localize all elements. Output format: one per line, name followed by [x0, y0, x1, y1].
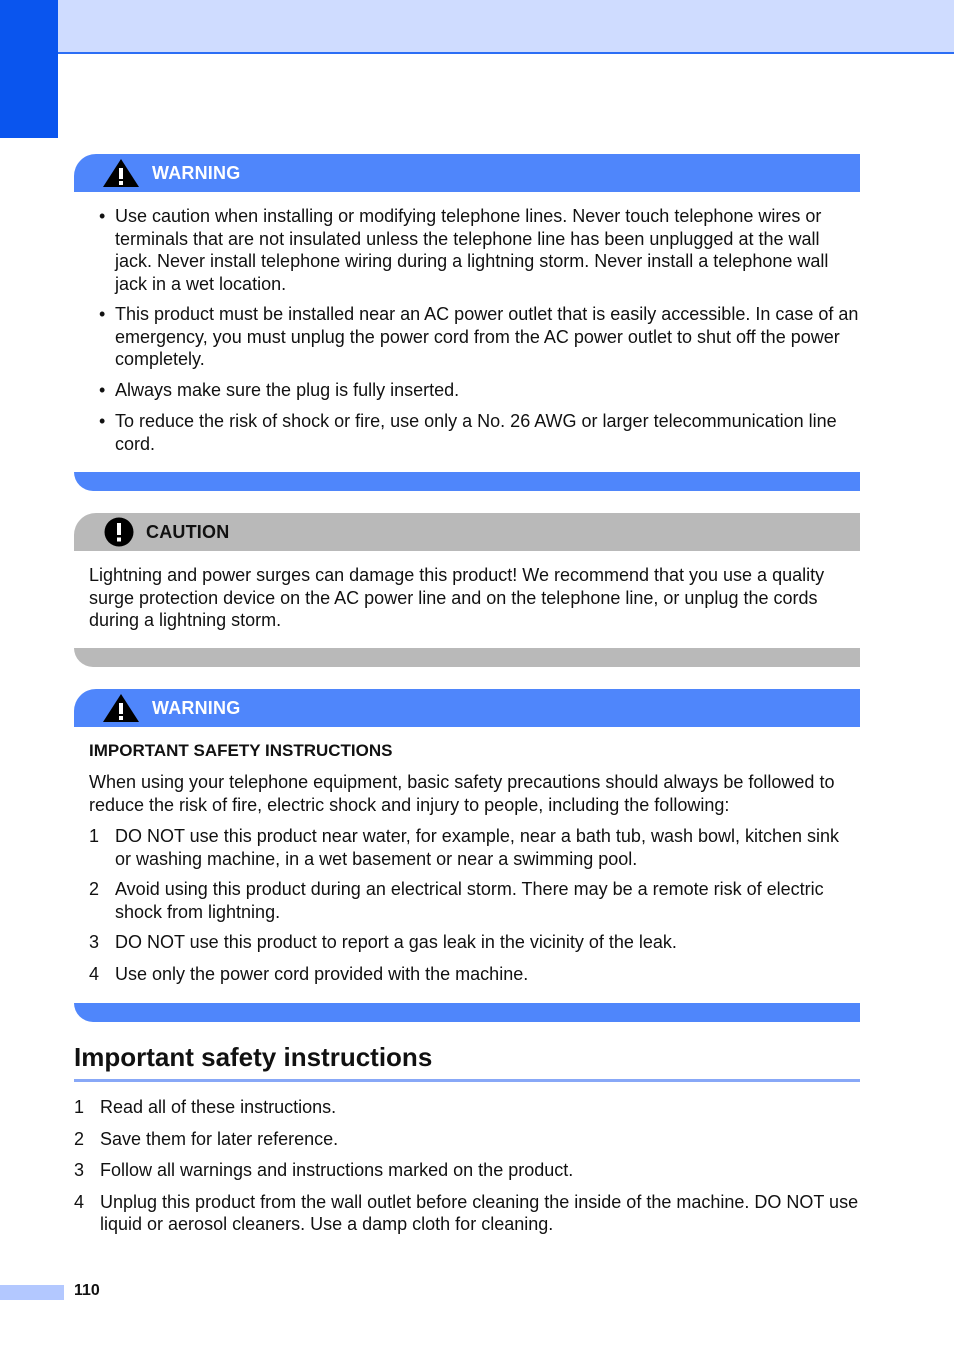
item-number: 4	[89, 963, 100, 984]
list-item	[74, 1159, 860, 1182]
caution-exclamation-icon	[104, 517, 134, 547]
list-item	[89, 825, 860, 870]
item-text: Unplug this product from the wall outlet before cleaning the inside of the machine. DO NOT use liquid or aerosol cleaners. Use a damp cloth for cleaning.	[100, 1191, 859, 1234]
item-text: Save them for later reference.	[100, 1128, 339, 1149]
page-number-bar	[0, 1285, 64, 1300]
item-number: 3	[89, 932, 100, 952]
top-header-bar	[0, 0, 954, 54]
important-safety-subheading: IMPORTANT SAFETY INSTRUCTIONS	[89, 741, 393, 760]
warning-header-2	[74, 689, 860, 727]
warning-2-intro: When using your telephone equipment, basic safety precautions should always be followed to reduce the risk of fire, electric shock and injury to people, including the following:	[89, 772, 835, 815]
warning-footer-2	[74, 1003, 860, 1022]
page-number: 110	[74, 1282, 100, 1299]
item-text: DO NOT use this product to report a gas leak in the vicinity of the leak.	[115, 932, 677, 952]
caution-label: CAUTION	[146, 521, 230, 542]
item-number: 4	[74, 1191, 85, 1212]
item-number: 1	[74, 1097, 85, 1117]
list-item	[74, 1096, 860, 1119]
warning-footer-1	[74, 472, 860, 491]
list-item	[89, 878, 860, 923]
warning-label: WARNING	[152, 162, 241, 183]
caution-text: Lightning and power surges can damage this product! We recommend that you use a quality surge protection device on the AC power line and on the telephone line, or unplug the cords during a lightning storm.	[89, 565, 825, 630]
section-title-rule	[74, 1079, 860, 1082]
item-number: 2	[89, 879, 100, 899]
list-item	[89, 963, 860, 986]
section-title: Important safety instructions	[74, 1042, 433, 1072]
item-text: Use only the power cord provided with the machine.	[115, 963, 529, 984]
list-item	[74, 1128, 860, 1151]
item-number: 1	[89, 826, 100, 846]
caution-footer	[74, 648, 860, 667]
item-text: Follow all warnings and instructions marked on the product.	[100, 1160, 574, 1180]
item-text: Avoid using this product during an electrical storm. There may be a remote risk of electric shock from lightning.	[115, 879, 824, 922]
caution-header	[74, 513, 860, 551]
warning-2-list	[89, 825, 860, 985]
list-item	[74, 1191, 860, 1236]
warning-1-list	[89, 205, 860, 455]
item-number: 3	[74, 1160, 85, 1180]
chapter-tab	[0, 0, 58, 138]
item-text: DO NOT use this product near water, for example, near a bath tub, wash bowl, kitchen sink or washing machine, in a wet basement or near a swimming pool.	[115, 826, 840, 869]
list-item	[89, 931, 860, 954]
list-item: • To reduce the risk of shock or fire, use only a No. 26 AWG or larger telecommunication line cord.	[89, 410, 860, 455]
warning-label: WARNING	[152, 697, 241, 718]
list-item: • Use caution when installing or modifying telephone lines. Never touch telephone wires or terminals that are not insulated unless the telephone line has been unplugged at the wall jack. Never install telephone wiring during a lightning storm. Never install a telephone wall jack in a wet location.	[89, 205, 860, 295]
item-text: Read all of these instructions.	[100, 1097, 337, 1117]
warning-triangle-icon	[102, 158, 140, 188]
item-number: 2	[74, 1128, 85, 1149]
warning-triangle-icon	[102, 693, 140, 723]
section-list	[74, 1096, 860, 1236]
list-item: • Always make sure the plug is fully inserted.	[89, 379, 860, 402]
list-item: • This product must be installed near an AC power outlet that is easily accessible. In case of an emergency, you must unplug the power cord from the AC power outlet to shut off the power completely.	[89, 303, 860, 371]
warning-header-1	[74, 154, 860, 192]
